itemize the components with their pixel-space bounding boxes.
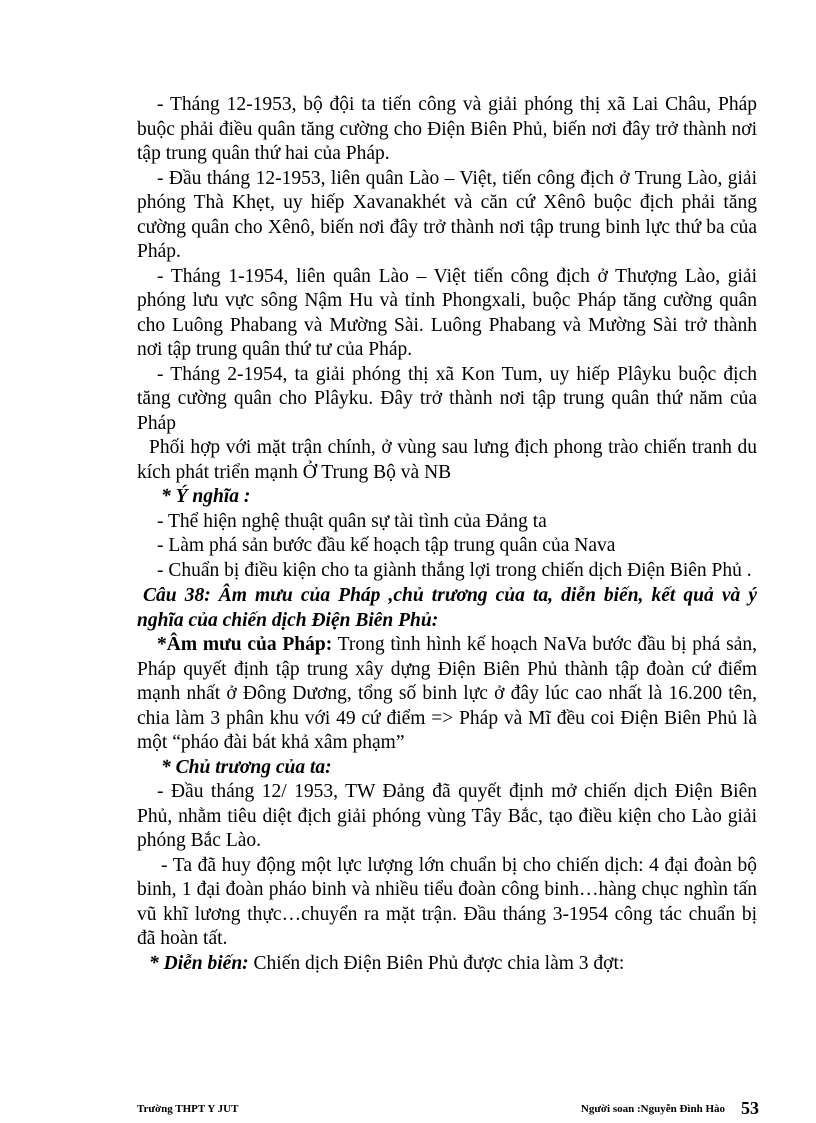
paragraph-dien-bien <box>137 952 757 977</box>
chu-truong-item: - Ta đã huy động một lực lượng lớn chuẩn bị cho chiến dịch: 4 đại đoàn bộ binh, 1 đại đoàn pháo binh và nhiều tiểu đoàn công binh…hàng chục nghìn tấn vũ khĩ lương thực…chuyển ra mặt trận. Đầu tháng 3-1954 công tác chuẩn bị đã hoàn tất. <box>137 854 757 949</box>
paragraph-lai-chau: - Tháng 12-1953, bộ đội ta tiến công và giải phóng thị xã Lai Châu, Pháp buộc phải điều quân tăng cường cho Điện Biên Phủ, biến nơi đây trở thành nơi tập trung quân thứ hai của Pháp. <box>137 94 757 164</box>
chu-truong-item: - Đầu tháng 12/ 1953, TW Đảng đã quyết định mở chiến dịch Điện Biên Phủ, nhằm tiêu diệt địch giải phóng vùng Tây Bắc, tạo điều kiện cho Lào giải phóng Bắc Lào. <box>137 781 757 851</box>
question-heading: Câu 38: Âm mưu của Pháp ,chủ trương của ta, diễn biến, kết quả và ý nghĩa của chiến dịch Điện Biên Phủ: <box>137 585 757 631</box>
y-nghia-item: - Thể hiện nghệ thuật quân sự tài tình của Đảng ta <box>157 510 547 532</box>
y-nghia-item: - Chuẩn bị điều kiện cho ta giành thắng lợi trong chiến dịch Điện Biên Phủ . <box>157 559 752 581</box>
footer-school: Trường THPT Y JUT <box>137 1103 239 1115</box>
y-nghia-item: - Làm phá sản bước đầu kế hoạch tập trung quân của Nava <box>157 535 616 556</box>
am-muu-text: Trong tình hình kế hoạch NaVa bước đầu bị phá sản, Pháp quyết định tập trung xây dựng Điện Biên Phủ thành tập đoàn cứ điểm mạnh nhất ở Đông Dương, tổng số binh lực ở đây lúc cao nhất là 16.200 tên, chia làm 3 phân khu với 49 cứ điểm => Pháp và Mĩ đều coi Điện Biên Phủ là một “pháo đài bát khả xâm phạm” <box>137 634 757 753</box>
page-content <box>137 93 757 976</box>
paragraph-phoi-hop: Phối hợp với mặt trận chính, ở vùng sau lưng địch phong trào chiến tranh du kích phát triển mạnh Ở Trung Bộ và NB <box>137 437 757 483</box>
footer-author: Người soan :Nguyễn Đình Hào <box>580 1103 725 1115</box>
section-label-y-nghia: * Ý nghĩa : <box>161 486 251 507</box>
paragraph-trung-lao: - Đầu tháng 12-1953, liên quân Lào – Việt, tiến công địch ở Trung Lào, giải phóng Thà Khẹt, uy hiếp Xavanakhét và căn cứ Xênô buộc địch phải tăng cường quân cho Xênô, biến nơi đây trở thành nơi tập trung binh lực thứ ba của Pháp. <box>137 167 757 262</box>
page-footer <box>137 1100 759 1122</box>
am-muu-label: *Âm mưu của Pháp: <box>157 634 333 655</box>
paragraph-am-muu <box>137 633 757 756</box>
dien-bien-label: * Diễn biến: <box>149 952 249 974</box>
paragraph-kon-tum: - Tháng 2-1954, ta giải phóng thị xã Kon Tum, uy hiếp Plâyku buộc địch tăng cường quân cho Plâyku. Đây trở thành nơi tập trung quân thứ năm của Pháp <box>137 363 757 434</box>
page-number: 53 <box>741 1098 759 1118</box>
paragraph-thuong-lao: - Tháng 1-1954, liên quân Lào – Việt tiến công địch ở Thượng Lào, giải phóng lưu vực sông Nậm Hu và tỉnh Phongxali, buộc Pháp tăng cường quân cho Luông Phabang và Mường Sài. Luông Phabang và Mường Sài trở thành nơi tập trung quân thứ tư của Pháp. <box>137 265 757 360</box>
section-label-chu-truong: * Chủ trương của ta: <box>161 756 332 778</box>
dien-bien-text: Chiến dịch Điện Biên Phủ được chia làm 3 đợt: <box>248 952 625 974</box>
